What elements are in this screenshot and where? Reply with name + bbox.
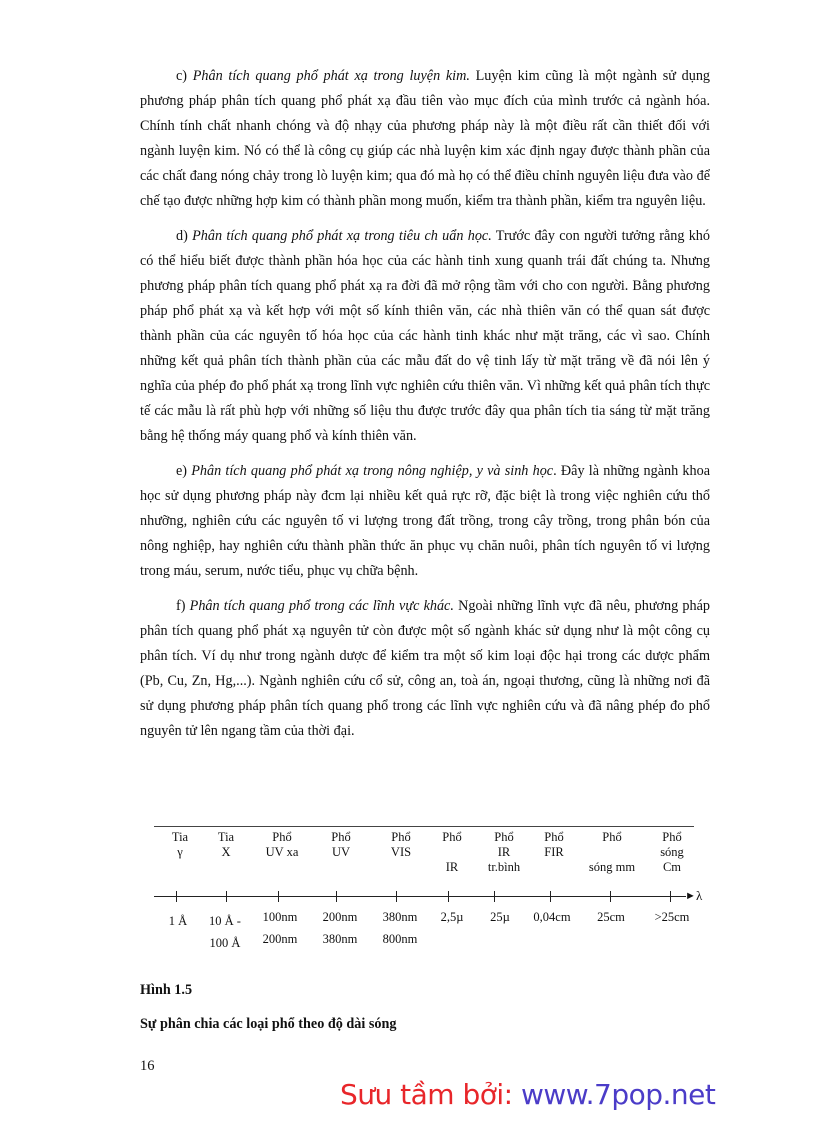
value-ir: 2,5µ bbox=[440, 910, 464, 924]
header-far-uv: Phổ UV xa bbox=[265, 830, 299, 859]
body-text bbox=[140, 64, 710, 754]
figure-top-rule bbox=[154, 826, 694, 827]
header-fir: Phổ FIR bbox=[544, 830, 564, 859]
paragraph-lead: c) bbox=[176, 68, 193, 84]
paragraph-body: . Đây là những ngành khoa học sử dụng phương pháp này đcm lại nhiều kết quả rực rỡ, đặc biệt là trong việc nghiên cứu thổ nhưỡng, nghiên cứu các nguyên tố vi lượng trong đất trồng, trong cây trồng, trong phân bón của nông nghiệp, hay nghiên cứu thành phần thức ăn phục vụ chăn nuôi, phân tích nguyên tố vi lượng trong máu, serum, nước tiểu, phục vụ chữa bệnh. bbox=[140, 463, 710, 579]
axis-tick bbox=[226, 891, 227, 902]
paragraph-lead: e) bbox=[176, 463, 192, 479]
spectrum-figure bbox=[140, 820, 710, 968]
value-mid-ir: 25µ bbox=[490, 910, 510, 924]
paragraph-metallurgy bbox=[140, 64, 710, 214]
paragraph-lead: f) bbox=[176, 598, 190, 614]
axis-tick bbox=[670, 891, 671, 902]
watermark-prefix: Sưu tầm bởi: bbox=[340, 1078, 521, 1111]
paragraph-title: Phân tích quang phổ phát xạ trong tiêu ch uẩn học. bbox=[192, 228, 492, 244]
axis-tick bbox=[176, 891, 177, 902]
header-vis: Phổ VIS bbox=[390, 830, 412, 859]
paragraph-title: Phân tích quang phổ phát xạ trong nông nghiệp, y và sinh học bbox=[191, 463, 554, 479]
header-cm-wave: Phổ sóng Cm bbox=[660, 830, 684, 874]
header-mm-wave: Phổ sóng mm bbox=[588, 830, 636, 874]
paragraph-body: Trước đây con người tưởng rằng khó có thể hiểu biết được thành phần hóa học của các hành tinh xung quanh trái đất chúng ta. Nhưng phương pháp phân tích quang phổ phát xạ ra đời đã mở rộng tầm với cho con người. Bằng phương pháp phổ phát xạ và kết hợp với một số kính thiên văn, các nhà thiên văn có thể quan sát được thành phần của các nguyên tố hóa học của các hành tinh khác như mặt trăng, các vì sao. Chính những kết quả phân tích thành phần của các mẫu đất do vệ tinh lấy từ mặt trăng về đã nói lên ý nghĩa của phép đo phổ phát xạ trong lĩnh vực nghiên cứu thiên văn. Vì những kết quả phân tích thực tế các mẫu là rất phù hợp với những số liệu thu được trước đây qua phân tích tia sáng từ mặt trăng bằng hệ thống máy quang phổ và kính thiên văn. bbox=[140, 228, 710, 444]
figure-caption-label: Hình 1.5 bbox=[140, 982, 193, 998]
paragraph-agriculture bbox=[140, 459, 710, 584]
paragraph-other-fields bbox=[140, 594, 710, 744]
axis-tick bbox=[610, 891, 611, 902]
paragraph-astronomy bbox=[140, 224, 710, 449]
axis-tick bbox=[278, 891, 279, 902]
value-fir: 0,04cm bbox=[533, 910, 571, 924]
wavelength-axis bbox=[154, 896, 686, 897]
header-ir: Phổ IR bbox=[442, 830, 462, 874]
header-xray: Tia X bbox=[217, 830, 235, 859]
header-mid-ir: Phổ IR tr.bình bbox=[487, 830, 521, 874]
value-vis: 380nm 800nm bbox=[382, 910, 418, 946]
value-gamma: 1 Å bbox=[168, 914, 188, 928]
value-xray: 10 Å - 100 Å bbox=[209, 914, 241, 950]
paragraph-body: Luyện kim cũng là một ngành sử dụng phương pháp phân tích quang phổ phát xạ đầu tiên vào mục đích của mình trước cả ngành hóa. Chính tính chất nhanh chóng và độ nhạy của phương pháp này là một điều rất cần thiết đối với ngành luyện kim. Nó có thể là công cụ giúp các nhà luyện kim xác định ngay được thành phần của các chất đang nóng chảy trong lò luyện kim; qua đó mà họ có thể điều chỉnh nguyên liệu đưa vào để chế tạo được những hợp kim có thành phần mong muốn, kiểm tra thành phần, kiểm tra nguyên liệu. bbox=[140, 68, 711, 209]
header-gamma: Tia γ bbox=[171, 830, 189, 859]
value-uv: 200nm 380nm bbox=[322, 910, 358, 946]
axis-tick bbox=[336, 891, 337, 902]
watermark-link[interactable]: www.7pop.net bbox=[521, 1078, 716, 1111]
axis-arrow-icon: ► bbox=[685, 890, 696, 902]
value-cm-wave: >25cm bbox=[654, 910, 690, 924]
axis-tick bbox=[494, 891, 495, 902]
page-number: 16 bbox=[140, 1058, 155, 1074]
paragraph-lead: d) bbox=[176, 228, 193, 244]
paragraph-body: Ngoài những lĩnh vực đã nêu, phương pháp phân tích quang phổ phát xạ nguyên tử còn được một số ngành khác sử dụng như là một công cụ phân tích. Ví dụ như trong ngành dược để kiểm tra một số kim loại độc hại trong các dược phẩm (Pb, Cu, Zn, Hg,...). Ngành nghiên cứu cổ sử, công an, toà án, ngoại thương, cũng là những nơi đã sử dụng phương pháp phân tích quang phổ trong các lĩnh vực nghiên cứu và đã nâng phép đo phổ nguyên tử lên ngang tầm của thời đại. bbox=[140, 598, 710, 739]
lambda-symbol: λ bbox=[696, 888, 703, 903]
paragraph-title: Phân tích quang phổ trong các lĩnh vực khác. bbox=[189, 598, 454, 614]
watermark bbox=[340, 1078, 715, 1111]
axis-tick bbox=[396, 891, 397, 902]
axis-tick bbox=[550, 891, 551, 902]
value-far-uv: 100nm 200nm bbox=[262, 910, 298, 946]
paragraph-title: Phân tích quang phổ phát xạ trong luyện kim. bbox=[192, 68, 470, 84]
figure-caption-text: Sự phân chia các loại phổ theo độ dài sóng bbox=[140, 1016, 397, 1032]
axis-tick bbox=[448, 891, 449, 902]
header-uv: Phổ UV bbox=[331, 830, 351, 859]
value-mm-wave: 25cm bbox=[597, 910, 625, 924]
